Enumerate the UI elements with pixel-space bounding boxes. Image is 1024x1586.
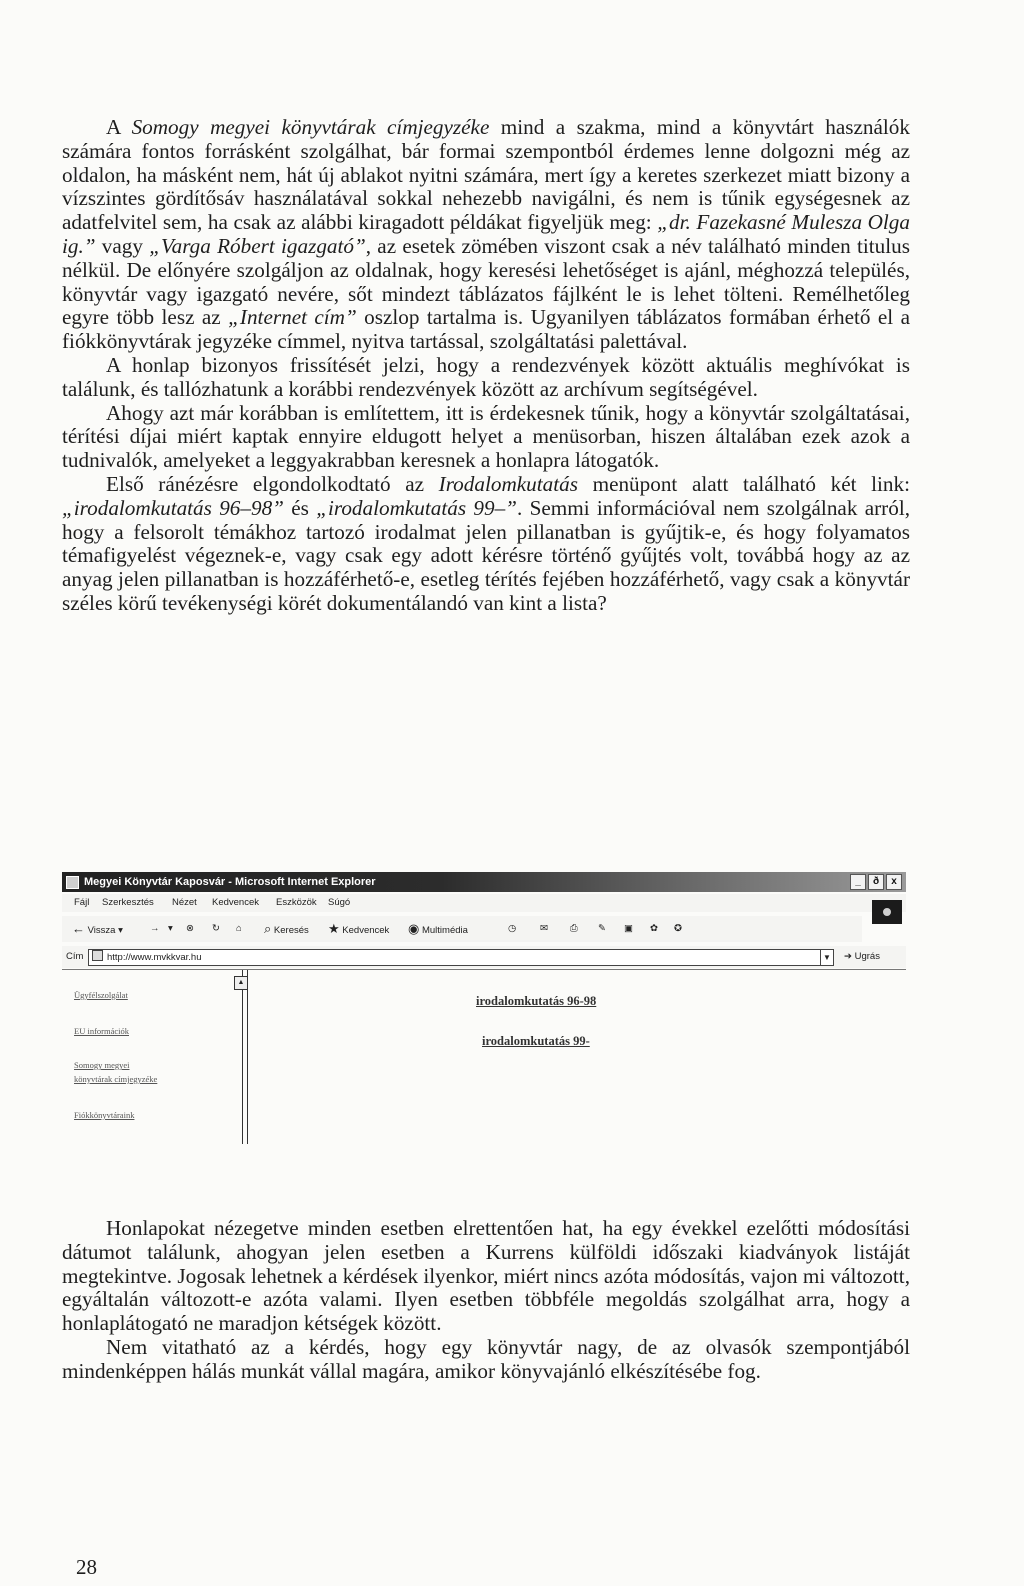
italic-text: „dr. Fazekasné Mulesza Olga ig.” [62,210,910,258]
text-run: menüpont alatt található két link: [577,471,910,496]
browser-addressbar [62,946,906,968]
maximize-button[interactable]: ð [868,874,884,890]
browser-toolbar [62,916,862,942]
address-label: Cím [66,951,84,962]
page-number: 28 [76,1555,97,1579]
address-input[interactable] [88,949,834,966]
text-run: A honlap bizonyos frissítését jelzi, hogy a rendezvények között aktuális meghívókat is találunk, és tallózhatunk a korábbi rendezvények között az archívum segítségével. [62,352,910,401]
italic-text: „Varga Róbert igazgató” [149,233,366,258]
text-run: A [106,115,132,139]
paragraph [62,354,910,402]
menu-tools[interactable]: Eszközök [276,897,317,908]
text-run: Első ránézésre elgondolkodtató az [106,471,439,496]
go-arrow-icon: ➔ [844,951,852,962]
edit-icon[interactable]: ✎ [598,923,606,934]
discuss-icon[interactable]: ▣ [624,923,633,934]
paragraph [62,1217,910,1336]
menu-view[interactable]: Nézet [172,897,197,908]
left-navigation-frame [62,970,246,1144]
italic-text: Somogy megyei könyvtárak címjegyzéke [131,115,490,139]
chevron-down-icon: ▾ [118,925,123,936]
text-run: , az esetek zömében viszont csak a név található minden titulus nélkül. De előnyére szolgáljon az oldalnak, hogy keresési lehetőséget is ajánl, méghozzá település, könyvtár vagy igazgató nevére, sőt mindezt táblázatos fájlként le is lehet tölteni. Remélhetőleg egyre több lesz az [62,233,910,330]
menu-edit[interactable]: Szerkesztés [102,897,154,908]
body-text-bottom [62,1217,910,1384]
text-run: mind a szakma, mind a könyvtárt használók számára fontos forrásként szolgálhat, bár formai szempontból érdemes lenne dolgozni még az oldalon, ha másként nem, hát új ablakot nyitni számára, mert így a keretes szerkezet miatt bizony a vízszintes gördítősáv használatával sokkal nehezebb navigálni, és nem is tűnik egységesnek az adatfelvitel sem, ha csak az alábbi kiragadott példákat figyeljük meg: [62,115,910,235]
browser-title: Megyei Könyvtár Kaposvár - Microsoft Internet Explorer [84,876,376,888]
scroll-up-icon[interactable]: ▲ [234,976,248,990]
menu-file[interactable]: Fájl [74,897,90,908]
media-button[interactable]: ◉ Multimédia [408,921,468,936]
chevron-down-icon[interactable]: ▼ [820,950,833,965]
text-run: vagy [95,233,150,258]
browser-titlebar [62,872,906,892]
menu-help[interactable]: Súgó [328,897,351,908]
minimize-button[interactable]: _ [850,874,866,890]
frame-scrollbar[interactable] [242,970,248,1144]
ie-app-icon [66,876,79,889]
italic-text: „irodalomkutatás 99–” [316,495,517,520]
text-run: Ahogy azt már korábban is említettem, itt is érdekesnek tűnik, hogy a könyvtár szolgáltatásai, térítési díjai miért kaptak ennyire eldugott helyet a menüsorban, hiszen általában ezek azok a tudnivalók, amelyeket a leggyakrabban keresnek a honlapra látogatók. [62,400,910,473]
italic-text: „Internet cím” [228,305,357,330]
paragraph [62,116,910,354]
go-button[interactable]: ➔ Ugrás [844,951,880,962]
print-icon[interactable]: ⎙ [570,923,578,934]
text-run: oszlop tartalma is. Ugyanilyen táblázatos formában érhető el a fiókkönyvtárak jegyzéke címmel, nyitva tartással, szolgáltatási palettával. [62,305,910,354]
history-icon[interactable]: ◷ [508,923,517,934]
back-button[interactable]: ← Vissza ▾ [72,921,123,936]
stop-icon[interactable]: ⊗ [186,923,194,934]
text-run: Honlapokat nézegetve minden esetben elrettentően hat, ha egy évekkel ezelőtti módosítási dátumot találunk, ahogyan jelen esetben a Kurrens külföldi időszaki kiadványok listáját megtekintve. Jogosak lehetnek a kérdések ilyenkor, miért nincs azóta módosítás, vajon mi változott, egyáltalán változott-e azóta valami. Ilyen esetben többféle megoldás szolgálhat arra, hogy a honlaplátogató ne maradjon kétségek között. [62,1216,910,1336]
page-icon [92,950,103,961]
browser-menubar [62,894,906,912]
favorites-button[interactable]: ★ Kedvencek [328,921,390,936]
address-url: http://www.mvkkvar.hu [107,952,202,963]
left-link-directory[interactable]: könyvtárak címjegyzéke [74,1074,158,1084]
link-irodalomkutatas-96-98[interactable]: irodalomkutatás 96-98 [476,994,597,1008]
forward-dropdown-icon[interactable]: ▾ [168,923,173,934]
refresh-icon[interactable]: ↻ [212,923,220,934]
left-link-eu-info[interactable]: EU információk [74,1026,129,1036]
paragraph [62,473,910,616]
media-icon: ◉ [408,921,420,936]
search-button[interactable]: ⌕ Keresés [264,921,309,936]
link-irodalomkutatas-99[interactable]: irodalomkutatás 99- [482,1034,590,1048]
research-icon[interactable]: ✪ [674,923,682,934]
left-link-somogy[interactable]: Somogy megyei [74,1060,130,1070]
text-run: és [283,495,317,520]
close-button[interactable]: x [886,874,902,890]
favorites-icon: ★ [328,921,340,936]
italic-text: „irodalomkutatás 96–98” [62,495,284,520]
forward-arrow-icon[interactable]: → [150,923,160,934]
left-link-branches[interactable]: Fiókkönyvtáraink [74,1110,135,1120]
mail-icon[interactable]: ✉ [540,923,548,934]
menu-favorites[interactable]: Kedvencek [212,897,260,908]
italic-text: Irodalomkutatás [438,471,578,496]
messenger-icon[interactable]: ✿ [650,923,658,934]
browser-screenshot [62,872,906,1144]
paragraph [62,1336,910,1384]
text-run: . Semmi információval nem szolgálnak arról, hogy a felsorolt témákhoz tartozó irodalmat jelen pillanatban is gyűjtik-e, és hogy folyamatos témafigyelést végeznek-e, vagy csak egy adott kérésre történő gyűjtés volt, továbbá hogy az az anyag jelen pillanatban is hozzáférhető-e, esetleg térítés fejében hozzáférhető, vagy csak a könyvtár széles körű tevékenységi körét dokumentálandó van kint a lista? [62,495,910,615]
paragraph [62,402,910,473]
search-icon: ⌕ [264,921,272,936]
back-arrow-icon: ← [72,921,85,936]
text-run: Nem vitatható az a kérdés, hogy egy könyvtár nagy, de az olvasók szempontjából mindenképpen hálás munkát vállal magára, amikor könyvajánló elkészítésébe fog. [62,1334,910,1383]
left-link-customer-service[interactable]: Ügyfélszolgálat [74,990,128,1000]
home-icon[interactable]: ⌂ [236,923,242,934]
browser-throbber [872,900,902,924]
body-text-top [62,116,910,616]
